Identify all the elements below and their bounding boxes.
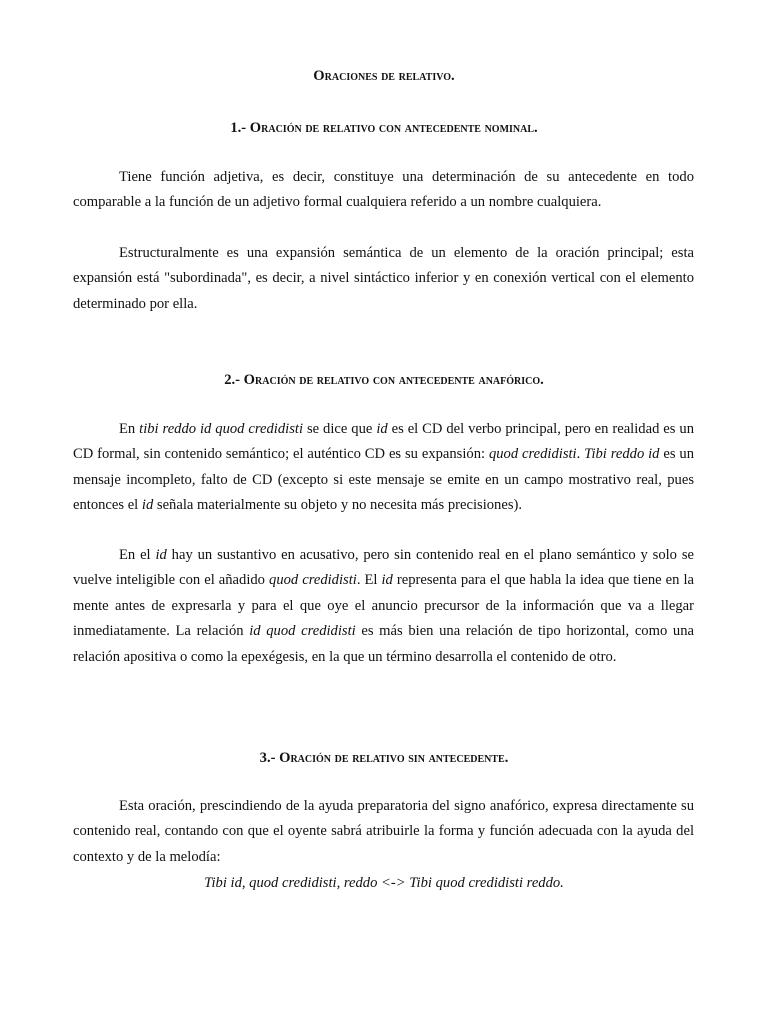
section-2-paragraph-1 xyxy=(73,417,694,519)
section-3-heading: 3.- Oración de relativo sin antecedente. xyxy=(259,750,509,766)
text-run: se dice que xyxy=(303,421,377,437)
section-1-paragraph-2 xyxy=(73,241,694,317)
text-run: En el xyxy=(119,547,156,563)
document-title: Oraciones de relativo. xyxy=(313,68,455,84)
text-run: . xyxy=(576,446,585,463)
text-run: Esta oración, prescindiendo de la ayuda preparatoria del signo anafórico, expresa directamente su contenido real, contando con que el oyente sabrá atribuirle la forma y función adecuada con la ayuda del contexto y de la melodía: xyxy=(73,798,694,865)
italic-latin-phrase: tibi reddo id quod credidisti xyxy=(139,421,304,437)
text-run: es más bien una relación de tipo horizontal, como una relación apositiva o como la epexégesis, en la que un término desarrolla el contenido de otro. xyxy=(73,623,694,665)
text-run: es el CD del verbo principal, pero en realidad es un CD formal, sin contenido semántico; el auténtico CD es su expansión: xyxy=(73,421,694,463)
text-run: señala materialmente su objeto y no necesita más precisiones). xyxy=(153,497,523,514)
section-2-paragraph-2 xyxy=(73,543,694,670)
text-run: Tiene función adjetiva, es decir, constituye una determinación de su antecedente en todo comparable a la función de un adjetivo formal cualquiera referido a un nombre cualquiera. xyxy=(73,169,694,211)
section-3-paragraph-1 xyxy=(73,794,694,870)
section-1-heading: 1.- Oración de relativo con antecedente nominal. xyxy=(230,120,538,136)
italic-latin-phrase: id xyxy=(155,547,167,563)
italic-latin-phrase: quod credidisti xyxy=(488,446,577,463)
text-run: . El xyxy=(356,572,382,589)
text-run: En xyxy=(119,421,140,437)
text-run: representa para el que habla la idea que tiene en la mente antes de expresarla y para el que oye el anuncio precursor de la información que va a llegar inmediatamente. La relación xyxy=(73,572,695,640)
italic-latin-phrase: id xyxy=(381,572,393,589)
italic-latin-phrase: id quod credidisti xyxy=(249,623,356,640)
text-run: Estructuralmente es una expansión semántica de un elemento de la oración principal; esta expansión está "subordinada", es decir, a nivel sintáctico inferior y en conexión vertical con el elemento determinado por ella. xyxy=(73,245,694,312)
section-2-heading: 2.- Oración de relativo con antecedente anafórico. xyxy=(224,372,544,388)
italic-latin-phrase: id xyxy=(141,497,154,514)
section-3-example: Tibi id, quod credidisti, reddo <-> Tibi quod credidisti reddo. xyxy=(204,875,564,891)
italic-latin-phrase: Tibi reddo id xyxy=(584,446,660,463)
text-run: hay un sustantivo en acusativo, pero sin contenido real en el plano semántico y solo se vuelve inteligible con el añadido xyxy=(73,547,694,589)
italic-latin-phrase: quod credidisti xyxy=(269,572,357,589)
text-run: es un mensaje incompleto, falto de CD (excepto si este mensaje se emite en un campo mostrativo real, pues entonces el xyxy=(73,446,694,514)
section-1-paragraph-1 xyxy=(73,165,694,216)
italic-latin-phrase: id xyxy=(376,421,388,437)
